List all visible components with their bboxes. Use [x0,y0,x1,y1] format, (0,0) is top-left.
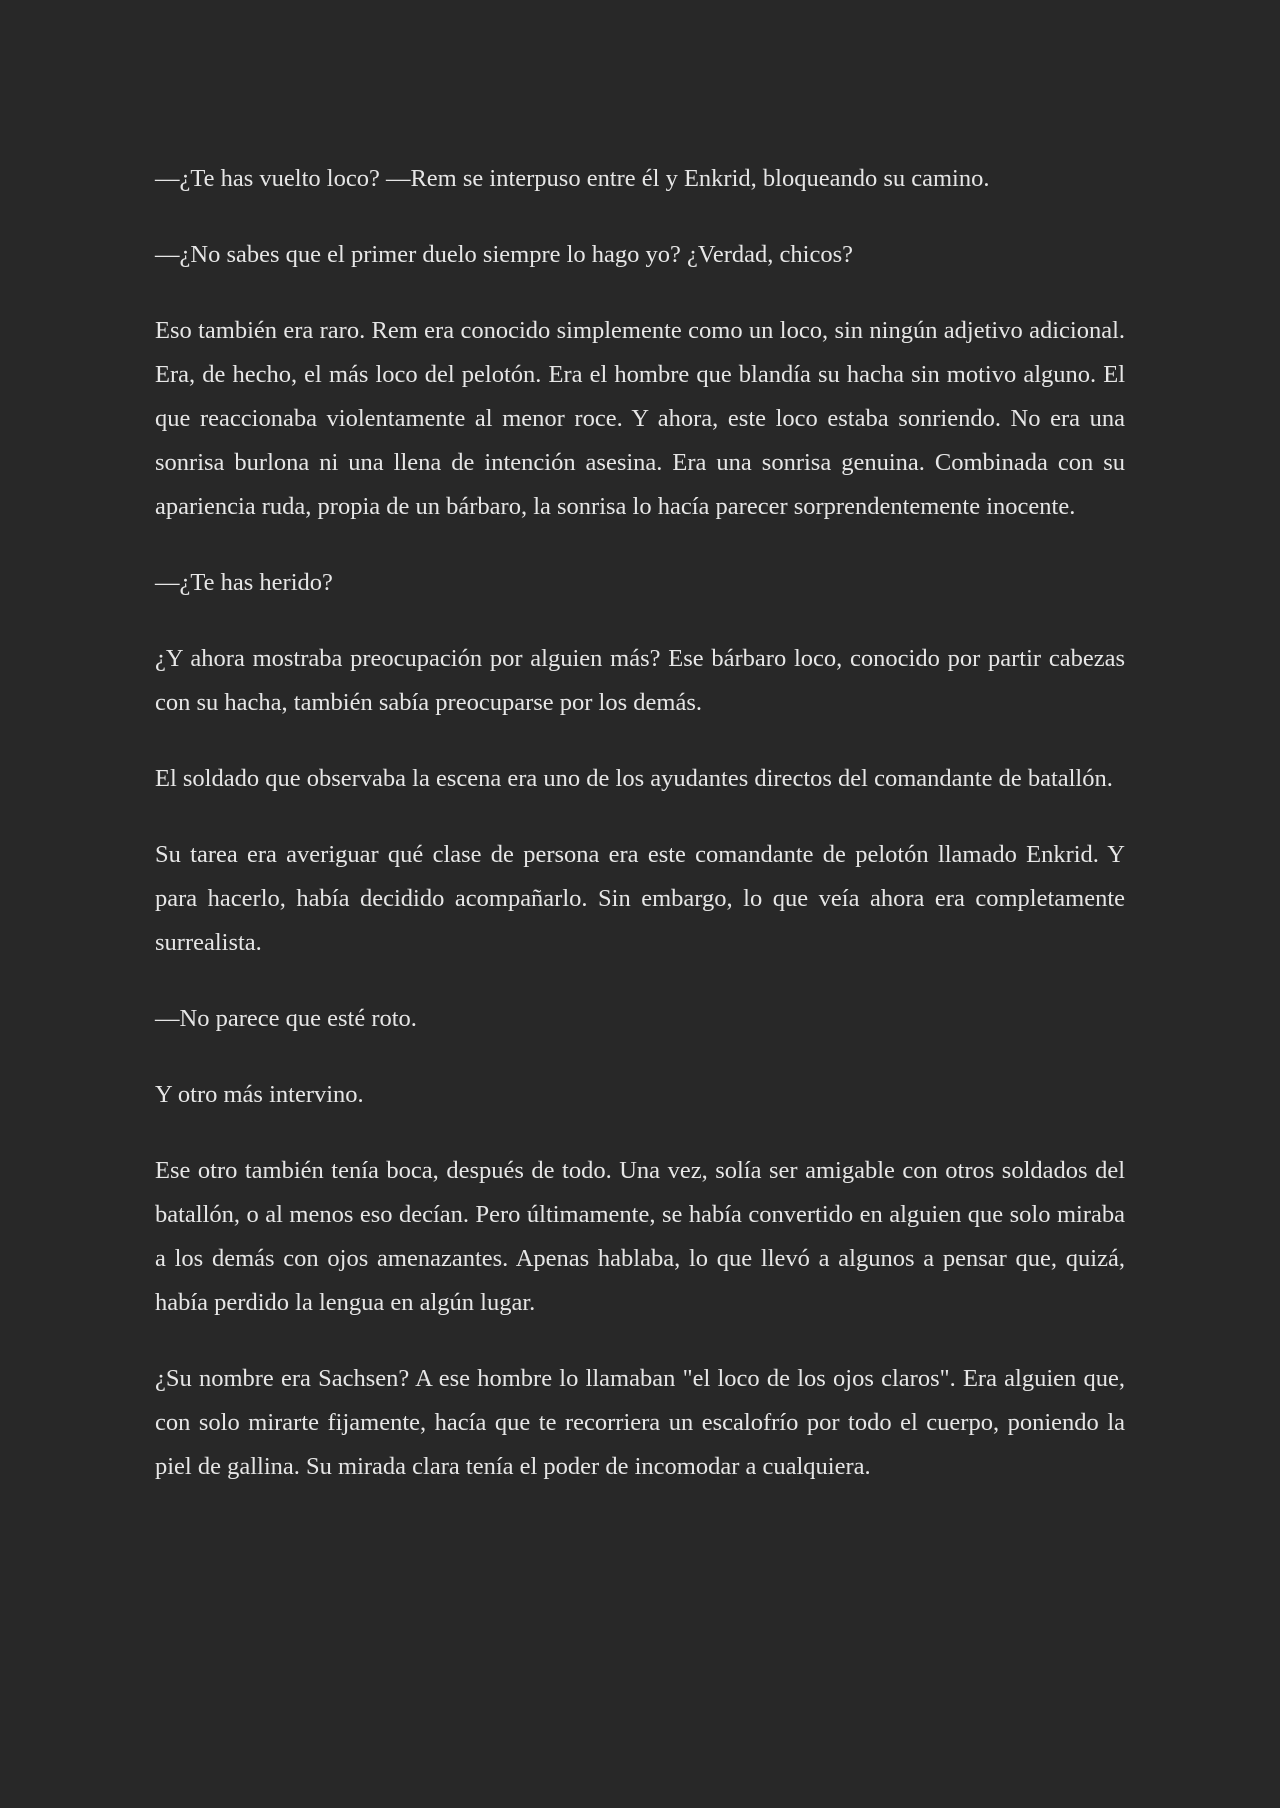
paragraph: Eso también era raro. Rem era conocido simplemente como un loco, sin ningún adjetivo adicional. Era, de hecho, el más loco del pelotón. Era el hombre que blandía su hacha sin motivo alguno. El que reaccionaba violentamente al menor roce. Y ahora, este loco estaba sonriendo. No era una sonrisa burlona ni una llena de intención asesina. Era una sonrisa genuina. Combinada con su apariencia ruda, propia de un bárbaro, la sonrisa lo hacía parecer sorprendentemente inocente. [155,317,1125,520]
paragraph: —¿No sabes que el primer duelo siempre lo hago yo? ¿Verdad, chicos? [155,241,854,268]
paragraph: El soldado que observaba la escena era uno de los ayudantes directos del comandante de batallón. [155,765,1113,792]
paragraph: ¿Su nombre era Sachsen? A ese hombre lo llamaban "el loco de los ojos claros". Era alguien que, con solo mirarte fijamente, hacía que te recorriera un escalofrío por todo el cuerpo, poniendo la piel de gallina. Su mirada clara tenía el poder de incomodar a cualquiera. [155,1365,1125,1480]
paragraph: —¿Te has vuelto loco? —Rem se interpuso entre él y Enkrid, bloqueando su camino. [155,165,990,192]
paragraph: ¿Y ahora mostraba preocupación por alguien más? Ese bárbaro loco, conocido por partir cabezas con su hacha, también sabía preocuparse por los demás. [155,645,1125,716]
paragraph: Su tarea era averiguar qué clase de persona era este comandante de pelotón llamado Enkrid. Y para hacerlo, había decidido acompañarlo. Sin embargo, lo que veía ahora era completamente surrealista. [155,841,1125,956]
chapter-text [155,157,1125,1521]
paragraph: Ese otro también tenía boca, después de todo. Una vez, solía ser amigable con otros soldados del batallón, o al menos eso decían. Pero últimamente, se había convertido en alguien que solo miraba a los demás con ojos amenazantes. Apenas hablaba, lo que llevó a algunos a pensar que, quizá, había perdido la lengua en algún lugar. [155,1157,1125,1316]
paragraph: Y otro más intervino. [155,1081,364,1108]
paragraph: —No parece que esté roto. [155,1005,417,1032]
paragraph: —¿Te has herido? [155,569,333,596]
